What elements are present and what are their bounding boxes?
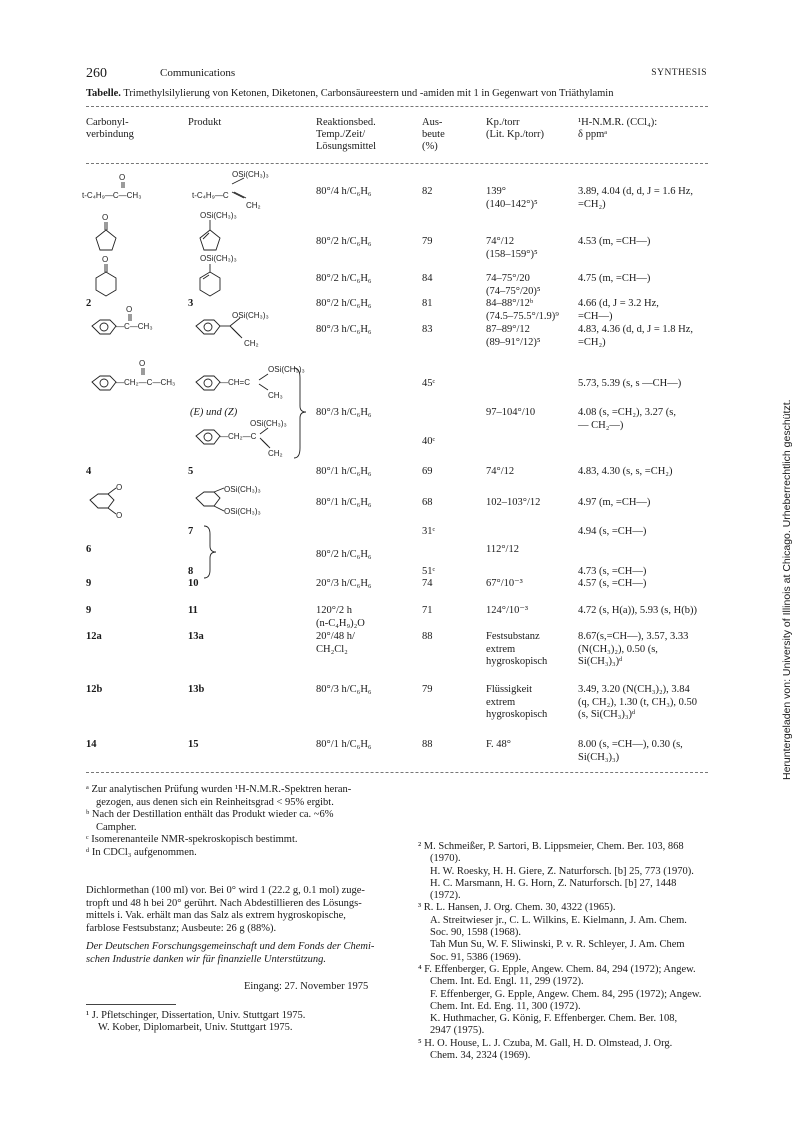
svg-text:—CH₂—C: —CH₂—C bbox=[220, 432, 257, 441]
table-bottom-rule bbox=[86, 772, 708, 773]
svg-text:OSi(CH₃)₃: OSi(CH₃)₃ bbox=[232, 170, 269, 179]
svg-text:CH₃: CH₃ bbox=[268, 391, 283, 400]
acknowledgement: Der Deutschen Forschungsgemeinschaft und dem Fonds der Chemi- schen Industrie danken wir für finanzielle Unterstützung. bbox=[86, 941, 375, 965]
svg-text:t-C₄H₉—C—CH₃: t-C₄H₉—C—CH₃ bbox=[82, 191, 142, 200]
caption-label: Tabelle. bbox=[86, 88, 121, 99]
table-caption bbox=[86, 88, 706, 99]
section-title: Communications bbox=[160, 67, 236, 79]
svg-text:OSi(CH₃)₃: OSi(CH₃)₃ bbox=[232, 311, 269, 320]
svg-text:O: O bbox=[102, 255, 109, 264]
table-footnotes: ᵃ Zur analytischen Prüfung wurden ¹H-N.M.R.-Spektren heran- gezogen, aus denen sich ein Reinheitsgrad < 95% ergibt. ᵇ Nach der Destillation enthält das Produkt wieder ca. ~6% Campher. ᶜ Isomerenanteile NMR-spekroskopisch bestimmt. ᵈ In CDCl₃ aufgenommen. bbox=[86, 784, 352, 858]
references-list: ² M. Schmeißer, P. Sartori, B. Lippsmeier, Chem. Ber. 103, 868 (1970). H. W. Roesky, H. H. Giere, Z. Naturforsch. [b] 25, 773 (1970). H. C. Marsmann, H. G. Horn, Z. Naturforsch. [b] 27, 1448 (1972). ³ R. L. Hansen, J. Org. Chem. 30, 4322 (1965). A. Streitwieser jr., C. L. Wilkins, E. Kielmann, J. Am. Chem. Soc. 90, 1598 (1968). Tah Mun Su, W. F. Sliwinski, P. v. R. Schleyer, J. Am. Chem Soc. 91, 5386 (1969). ⁴ F. Effenberger, G. Epple, Angew. Chem. 84, 294 (1972); Angew. Chem. Int. Ed. Engl. 11, 299 (1972). F. Effenberger, G. Epple, Angew. Chem. 84, 295 (1972); Angew. Chem. Int. Ed. Eng. 11, 300 (1972). K. Huthmacher, G. König, F. Effenberger. Chem. Ber. 108, 2947 (1975). ⁵ H. O. House, L. J. Czuba, M. Gall, H. D. Olmstead, J. Org. Chem. 34, 2324 (1969). bbox=[418, 841, 702, 1062]
journal-name: SYNTHESIS bbox=[651, 68, 707, 78]
svg-text:OSi(CH₃)₃: OSi(CH₃)₃ bbox=[268, 365, 305, 374]
body-paragraph: Dichlormethan (100 ml) vor. Bei 0° wird 1 (22.2 g, 0.1 mol) zuge- tropft und 48 h bei 20° gerührt. Nach Abdestillieren des Lösungs- mittels i. Vak. erhält man das Salz als extrem hygroskopische, farblose Festsubstanz; Ausbeute: 26 g (88%). bbox=[86, 885, 365, 934]
svg-text:OSi(CH₃)₃: OSi(CH₃)₃ bbox=[224, 507, 261, 516]
svg-text:t-C₄H₉—C: t-C₄H₉—C bbox=[192, 191, 229, 200]
col-header-yield: Aus- beute (%) bbox=[422, 117, 445, 152]
footnote-separator bbox=[86, 1004, 176, 1005]
col-header-bp: Kp./torr (Lit. Kp./torr) bbox=[486, 117, 545, 140]
svg-text:O: O bbox=[126, 305, 133, 314]
structure-drawings bbox=[82, 168, 312, 528]
svg-text:O: O bbox=[116, 483, 123, 492]
svg-text:O: O bbox=[139, 359, 146, 368]
table-top-rule bbox=[86, 106, 708, 107]
svg-text:O: O bbox=[119, 173, 126, 182]
svg-text:O: O bbox=[102, 213, 109, 222]
svg-text:OSi(CH₃)₃: OSi(CH₃)₃ bbox=[224, 485, 261, 494]
col-header-carbonyl: Carbonyl- verbindung bbox=[86, 117, 134, 140]
col-header-product: Produkt bbox=[188, 117, 222, 128]
svg-text:—CH=C: —CH=C bbox=[220, 378, 251, 387]
caption-text: Trimethylsilylierung von Ketonen, Diketonen, Carbonsäureestern und -amiden mit 1 in Gegenwart von Triäthylamin bbox=[123, 88, 614, 99]
svg-text:—C—CH₃: —C—CH₃ bbox=[116, 322, 153, 331]
svg-text:CH₂: CH₂ bbox=[268, 449, 283, 458]
svg-text:OSi(CH₃)₃: OSi(CH₃)₃ bbox=[200, 211, 237, 220]
svg-text:O: O bbox=[116, 511, 123, 520]
svg-text:CH₂: CH₂ bbox=[246, 201, 261, 210]
col-header-nmr: ¹H-N.M.R. (CCl₄): δ ppmᵃ bbox=[578, 117, 658, 140]
product-brace bbox=[200, 524, 220, 580]
svg-text:—CH₂—C—CH₃: —CH₂—C—CH₃ bbox=[116, 378, 176, 387]
svg-text:CH₂: CH₂ bbox=[244, 339, 259, 348]
reference-1: ¹ J. Pfletschinger, Dissertation, Univ. Stuttgart 1975. W. Kober, Diplomarbeit, Univ. Stuttgart 1975. bbox=[86, 1010, 306, 1034]
page-number: 260 bbox=[86, 66, 107, 81]
download-watermark: Heruntergeladen von: University of Illinois at Chicago. Urheberrechtlich geschützt. bbox=[781, 399, 793, 780]
header-rule bbox=[86, 163, 708, 164]
received-date: Eingang: 27. November 1975 bbox=[244, 981, 369, 992]
svg-text:OSi(CH₃)₃: OSi(CH₃)₃ bbox=[200, 254, 237, 263]
col-header-conditions: Reaktionsbed. Temp./Zeit/ Lösungsmittel bbox=[316, 117, 377, 152]
svg-text:OSi(CH₃)₃: OSi(CH₃)₃ bbox=[250, 419, 287, 428]
